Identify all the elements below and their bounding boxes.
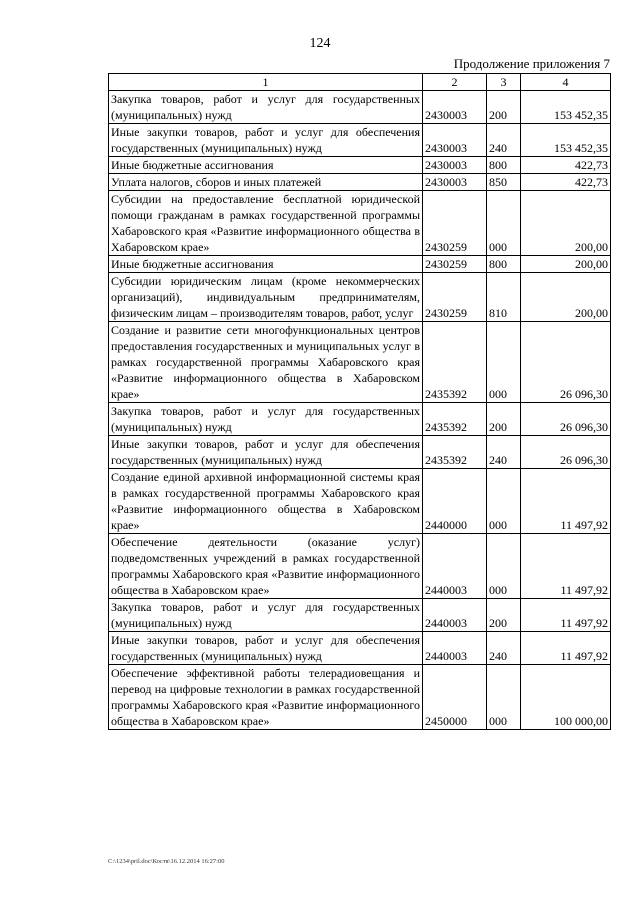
row-description: Обеспечение деятельности (оказание услуг) подведомственных учреждений в рамках государственной программы Хабаровского края «Развитие информационного общества в Хабаровском крае» <box>109 534 423 599</box>
row-code: 2435392 <box>423 436 487 469</box>
row-description: Иные бюджетные ассигнования <box>109 157 423 174</box>
column-header: 2 <box>423 74 487 91</box>
row-group: 200 <box>487 91 521 124</box>
row-group: 800 <box>487 256 521 273</box>
row-description: Закупка товаров, работ и услуг для государственных (муниципальных) нужд <box>109 403 423 436</box>
row-group: 200 <box>487 403 521 436</box>
row-description: Обеспечение эффективной работы телерадиовещания и перевод на цифровые технологии в рамках государственной программы Хабаровского края «Развитие информационного общества в Хабаровском крае» <box>109 665 423 730</box>
row-sum: 11 497,92 <box>521 632 611 665</box>
table-row <box>109 322 611 403</box>
table-header-row <box>109 74 611 91</box>
table-row <box>109 124 611 157</box>
row-group: 000 <box>487 534 521 599</box>
row-description: Иные закупки товаров, работ и услуг для обеспечения государственных (муниципальных) нужд <box>109 436 423 469</box>
row-description: Иные бюджетные ассигнования <box>109 256 423 273</box>
row-sum: 11 497,92 <box>521 599 611 632</box>
table-row <box>109 403 611 436</box>
row-group: 850 <box>487 174 521 191</box>
row-sum: 200,00 <box>521 273 611 322</box>
row-group: 200 <box>487 599 521 632</box>
row-group: 000 <box>487 665 521 730</box>
column-header: 4 <box>521 74 611 91</box>
file-path-footer: C:\1234\pril.doc\Костя\16.12.2014 16:27:00 <box>108 858 225 865</box>
row-sum: 422,73 <box>521 174 611 191</box>
table-row <box>109 632 611 665</box>
table-row <box>109 256 611 273</box>
row-description: Закупка товаров, работ и услуг для государственных (муниципальных) нужд <box>109 599 423 632</box>
row-code: 2430259 <box>423 256 487 273</box>
row-sum: 422,73 <box>521 157 611 174</box>
row-description: Иные закупки товаров, работ и услуг для обеспечения государственных (муниципальных) нужд <box>109 632 423 665</box>
row-sum: 153 452,35 <box>521 124 611 157</box>
row-group: 800 <box>487 157 521 174</box>
table-row <box>109 436 611 469</box>
appendix-table <box>108 73 611 730</box>
row-sum: 11 497,92 <box>521 534 611 599</box>
row-sum: 26 096,30 <box>521 322 611 403</box>
table-row <box>109 665 611 730</box>
table-row <box>109 91 611 124</box>
table-row <box>109 273 611 322</box>
row-code: 2430003 <box>423 174 487 191</box>
row-sum: 26 096,30 <box>521 436 611 469</box>
row-description: Создание и развитие сети многофункциональных центров предоставления государственных и муниципальных услуг в рамках государственной программы Хабаровского края «Развитие информационного общества в Хабаровском крае» <box>109 322 423 403</box>
page-number: 124 <box>309 36 331 51</box>
continuation-label: Продолжение приложения 7 <box>453 56 610 71</box>
row-group: 000 <box>487 469 521 534</box>
table-row <box>109 469 611 534</box>
row-code: 2430259 <box>423 273 487 322</box>
row-description: Субсидии юридическим лицам (кроме некоммерческих организаций), индивидуальным предпринимателям, физическим лицам – производителям товаров, работ, услуг <box>109 273 423 322</box>
row-description: Субсидии на предоставление бесплатной юридической помощи гражданам в рамках государственной программы Хабаровского края «Развитие информационного общества в Хабаровском крае» <box>109 191 423 256</box>
row-description: Уплата налогов, сборов и иных платежей <box>109 174 423 191</box>
row-group: 240 <box>487 436 521 469</box>
row-code: 2440003 <box>423 599 487 632</box>
row-code: 2430003 <box>423 91 487 124</box>
row-sum: 100 000,00 <box>521 665 611 730</box>
row-group: 810 <box>487 273 521 322</box>
row-code: 2440003 <box>423 534 487 599</box>
table-row <box>109 191 611 256</box>
row-code: 2430003 <box>423 124 487 157</box>
row-group: 240 <box>487 124 521 157</box>
row-code: 2430003 <box>423 157 487 174</box>
column-header: 3 <box>487 74 521 91</box>
table-row <box>109 599 611 632</box>
row-description: Создание единой архивной информационной системы края в рамках государственной программы Хабаровского края «Развитие информационного общества в Хабаровском крае» <box>109 469 423 534</box>
row-code: 2440003 <box>423 632 487 665</box>
row-sum: 11 497,92 <box>521 469 611 534</box>
row-description: Закупка товаров, работ и услуг для государственных (муниципальных) нужд <box>109 91 423 124</box>
row-sum: 200,00 <box>521 191 611 256</box>
column-header: 1 <box>109 74 423 91</box>
row-code: 2440000 <box>423 469 487 534</box>
row-code: 2435392 <box>423 322 487 403</box>
row-code: 2430259 <box>423 191 487 256</box>
row-sum: 26 096,30 <box>521 403 611 436</box>
row-group: 240 <box>487 632 521 665</box>
table-row <box>109 157 611 174</box>
row-sum: 200,00 <box>521 256 611 273</box>
row-description: Иные закупки товаров, работ и услуг для обеспечения государственных (муниципальных) нужд <box>109 124 423 157</box>
row-code: 2435392 <box>423 403 487 436</box>
row-sum: 153 452,35 <box>521 91 611 124</box>
row-code: 2450000 <box>423 665 487 730</box>
row-group: 000 <box>487 191 521 256</box>
table-row <box>109 534 611 599</box>
row-group: 000 <box>487 322 521 403</box>
table-row <box>109 174 611 191</box>
